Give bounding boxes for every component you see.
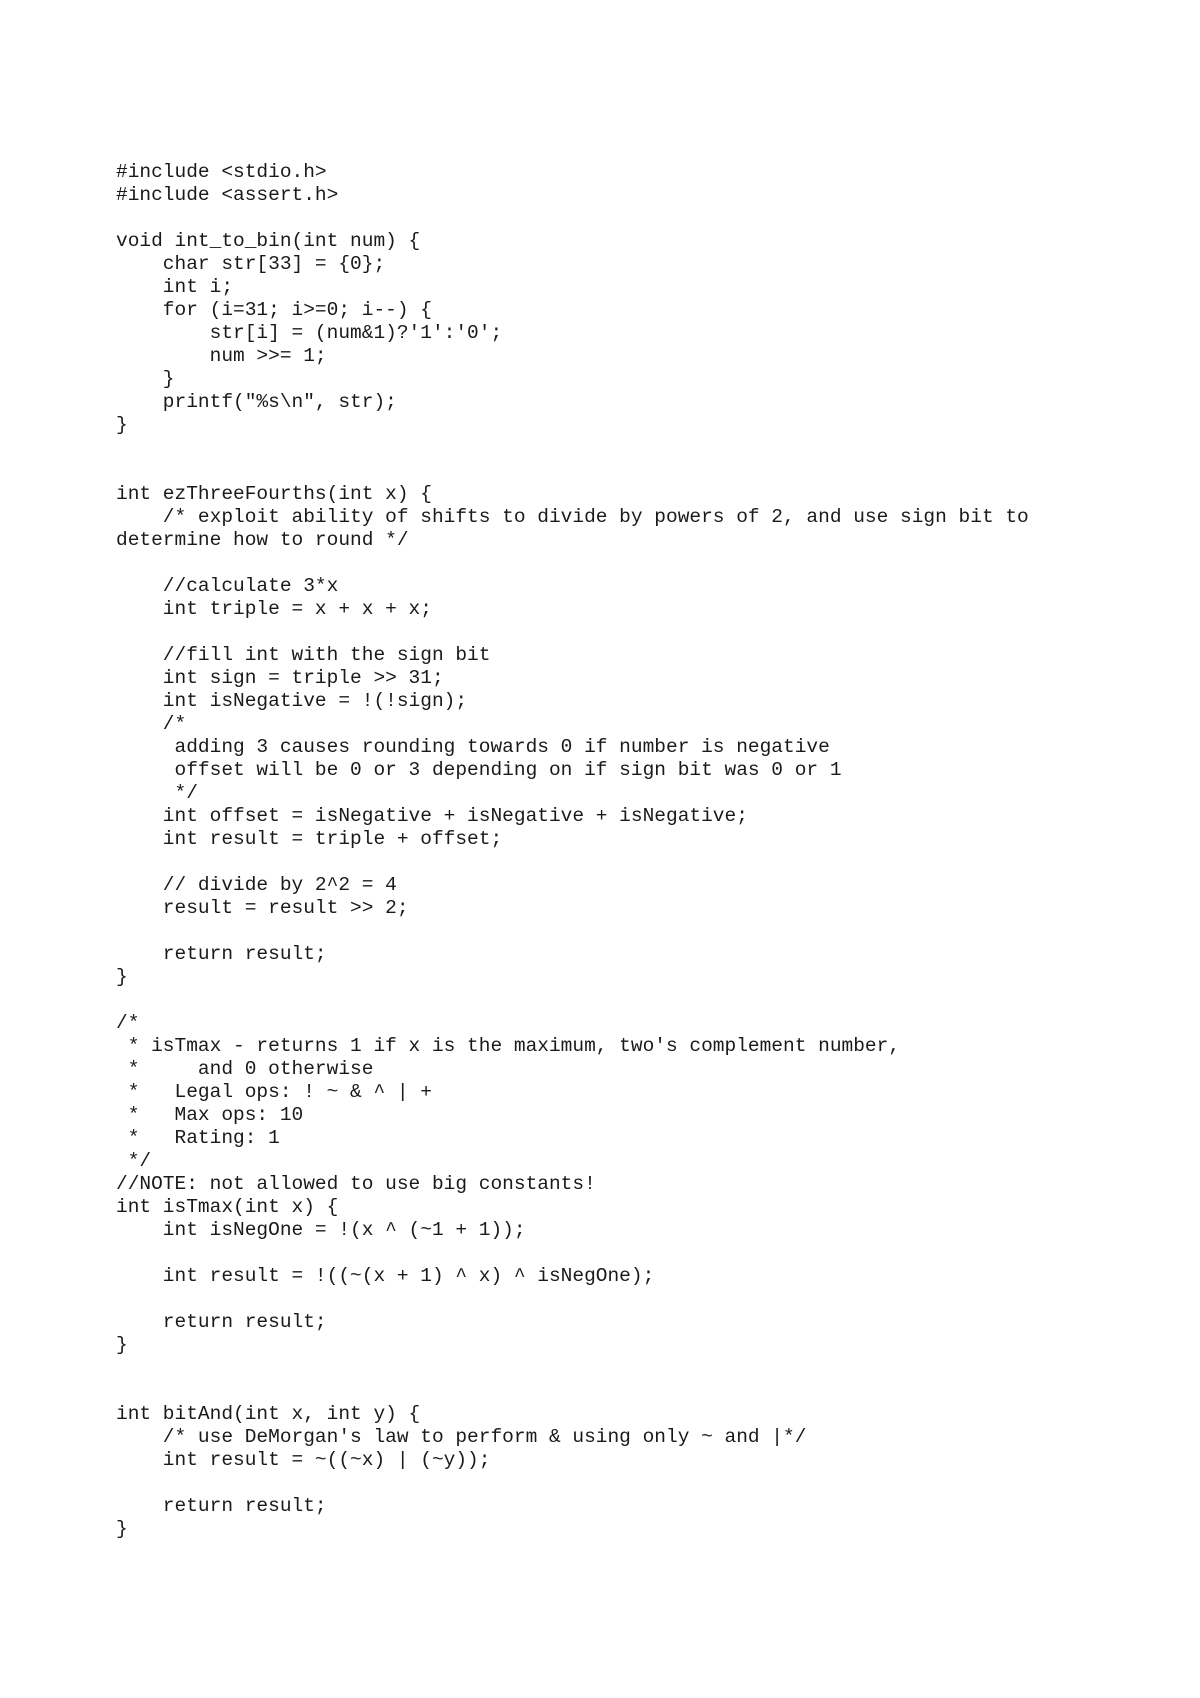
code-line: printf("%s\n", str); [116,391,397,413]
code-line: for (i=31; i>=0; i--) { [116,299,432,321]
code-line: int offset = isNegative + isNegative + isNegative; [116,805,748,827]
code-line: /* exploit ability of shifts to divide by powers of 2, and use sign bit to [116,506,1029,528]
code-line: * Rating: 1 [116,1127,280,1149]
code-line: */ [116,782,198,804]
code-line: } [116,414,128,436]
code-line: return result; [116,1495,327,1517]
code-line: int bitAnd(int x, int y) { [116,1403,421,1425]
code-line: char str[33] = {0}; [116,253,386,275]
code-line: * and 0 otherwise [116,1058,374,1080]
code-line: // divide by 2^2 = 4 [116,874,397,896]
code-line: * isTmax - returns 1 if x is the maximum, two's complement number, [116,1035,901,1057]
code-line: //NOTE: not allowed to use big constants! [116,1173,596,1195]
code-line: } [116,966,128,988]
code-line: /* use DeMorgan's law to perform & using only ~ and |*/ [116,1426,807,1448]
code-line: //calculate 3*x [116,575,339,597]
code-line: int result = ~((~x) | (~y)); [116,1449,491,1471]
code-line: } [116,1334,128,1356]
code-line [116,621,1156,644]
code-line: int result = !((~(x + 1) ^ x) ^ isNegOne); [116,1265,655,1287]
code-line: result = result >> 2; [116,897,409,919]
code-line: int ezThreeFourths(int x) { [116,483,432,505]
code-line: str[i] = (num&1)?'1':'0'; [116,322,503,344]
code-line: return result; [116,1311,327,1333]
code-line: /* [116,1012,140,1034]
code-line: void int_to_bin(int num) { [116,230,421,252]
code-line [116,1380,1156,1403]
code-line: } [116,1518,128,1540]
code-line [116,920,1156,943]
code-line: adding 3 causes rounding towards 0 if number is negative [116,736,830,758]
code-line [116,1472,1156,1495]
code-line [116,437,1156,460]
code-line: int isTmax(int x) { [116,1196,339,1218]
code-line [116,1357,1156,1380]
code-line: } [116,368,175,390]
code-line: */ [116,1150,152,1172]
code-line: determine how to round */ [116,529,409,551]
code-line: num >>= 1; [116,345,327,367]
code-line [116,460,1156,483]
code-line: #include <stdio.h> [116,161,327,183]
code-line: //fill int with the sign bit [116,644,491,666]
code-line [116,1242,1156,1265]
code-line [116,552,1156,575]
code-line: int isNegative = !(!sign); [116,690,468,712]
code-line: /* [116,713,187,735]
code-line [116,207,1156,230]
code-line: int result = triple + offset; [116,828,503,850]
code-line: int triple = x + x + x; [116,598,432,620]
code-line: * Legal ops: ! ~ & ^ | + [116,1081,432,1103]
code-line [116,1288,1156,1311]
code-line: return result; [116,943,327,965]
code-line: * Max ops: 10 [116,1104,304,1126]
code-line: int isNegOne = !(x ^ (~1 + 1)); [116,1219,526,1241]
code-line: int i; [116,276,234,298]
code-listing [116,161,1156,1541]
code-line [116,851,1156,874]
code-line [116,989,1156,1012]
code-line: offset will be 0 or 3 depending on if sign bit was 0 or 1 [116,759,842,781]
code-line: int sign = triple >> 31; [116,667,444,689]
code-line: #include <assert.h> [116,184,339,206]
